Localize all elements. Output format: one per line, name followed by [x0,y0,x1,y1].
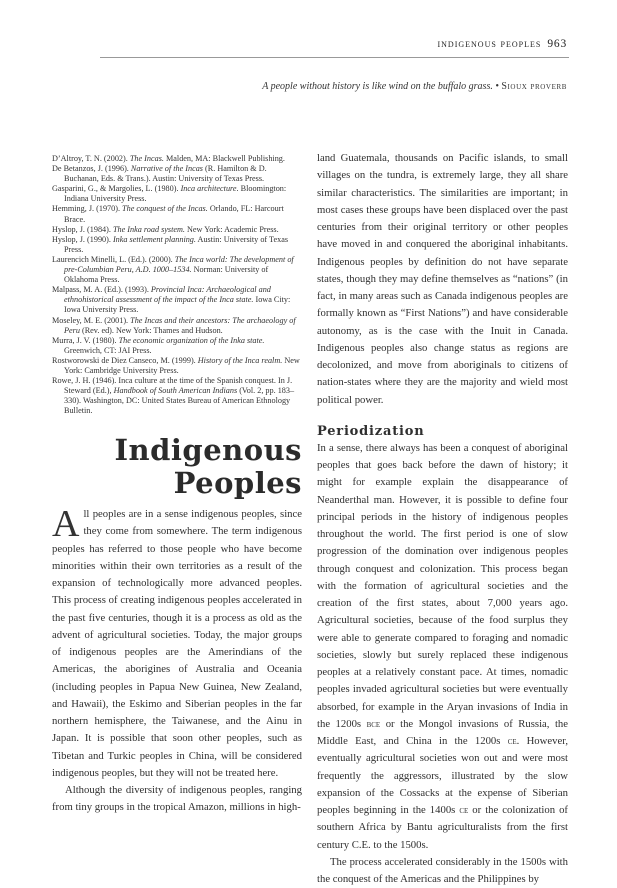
epigraph-text: A people without history is like wind on the buffalo grass. • [262,81,499,92]
references-list [52,154,302,416]
era-ce: ce [507,735,517,747]
article-title-line2: Peoples [173,466,302,500]
reference-title: Inca architecture. [180,184,239,194]
reference-title: The economic organization of the Inka state. [118,335,265,345]
article-title-line1: Indigenous [114,433,302,467]
reference-title: The Inka road system. [112,224,185,234]
reference-entry: Gasparini, G., & Margolies, L. (1980). Inca architecture. Bloomington: Indiana University Press. [52,184,287,204]
references-column [52,154,302,416]
article-body-right [317,150,568,888]
reference-entry: Rostworowski de Diez Canseco, M. (1999). History of the Inca realm. New York: Cambridge University Press. [52,355,300,375]
reference-entry: D’Altroy, T. N. (2002). The Incas. Malden, MA: Blackwell Publishing. [52,154,285,163]
reference-title: Inka settlement planning. [112,234,196,244]
reference-title: The Incas. [129,154,164,163]
article-title [52,434,302,500]
article-body-left [52,503,302,817]
reference-entry: Hemming, J. (1970). The conquest of the Incas. Orlando, FL: Harcourt Brace. [52,204,284,224]
reference-entry: De Betanzos, J. (1996). Narrative of the Incas (R. Hamilton & D. Buchanan, Eds. & Trans.). Austin: University of Texas Press. [52,164,267,184]
era-bce: bce [366,717,381,730]
header-rule [100,57,569,58]
reference-entry: Moseley, M. E. (2001). The Incas and their ancestors: The archaeology of Peru (Rev. ed). New York: Thames and Hudson. [52,315,296,335]
drop-cap: A [52,503,80,545]
reference-title: History of the Inca realm. [197,355,283,365]
reference-entry: Hyslop, J. (1990). Inka settlement planning. Austin: University of Texas Press. [52,234,289,254]
reference-entry: Murra, J. V. (1980). The economic organization of the Inka state. Greenwich, CT: JAI Press. [52,335,265,355]
page-number: 963 [547,38,567,50]
reference-entry: Malpass, M. A. (Ed.). (1993). Provincial Inca: Archaeological and ethnohistorical assessment of the impact of the Inca state. Iowa City: Iowa University Press. [52,285,291,315]
era-ce: ce [459,804,469,816]
reference-title: Narrative of the Incas [130,164,203,174]
running-title: indigenous peoples [437,38,542,50]
reference-title: The Incas and their ancestors: The archaeology of Peru [64,315,296,335]
reference-title: The Inca world: The development of pre-Columbian Peru, A.D. 1000–1534. [64,254,294,275]
section-heading-periodization: Periodization [317,423,425,439]
reference-title: Handbook of South American Indians [113,386,238,396]
epigraph-source: Sioux proverb [501,81,567,92]
reference-entry: Rowe, J. H. (1946). Inca culture at the time of the Spanish conquest. In J. Steward (Ed.), Handbook of South American Indians (Vol. 2, pp. 183–330). Washington, DC: United States Bureau of American Ethnology Bulletin. [52,376,295,416]
running-header [437,38,567,50]
paragraph-intro-text: ll peoples are in a sense indigenous peoples, since they come from somewhere. The term indigenous peoples has referred to those people who have become minorities within their own territories as a result of the expansion of technologically more advanced peoples. This process of creating indigenous peoples accelerated in the past five centuries, though it is a process as old as the advent of agricultural societies. Today, the major groups of indigenous peoples are the Amerindians of the Americas, the aborigines of Australia and Oceania (including peoples in Papua New Guinea, New Zealand, and Hawaii), the Eskimo and Siberian peoples in the far northern hemisphere, the Taiwanese, and the Ainu in Japan. It is possible that soon other peoples, such as Tibetan and Turkic peoples in China, will be considered indigenous peoples, but they will not be treated here. [52,508,302,779]
paragraph-diversity: Although the diversity of indigenous peoples, ranging from tiny groups in the tropical Amazon, millions in high- [52,784,302,814]
paragraph-periodization: In a sense, there always has been a conquest of aboriginal peoples that goes back before the dawn of history; it might for example explain the disappearance of Neanderthal man. However, it is possible to define four principal periods in the history of indigenous peoples throughout the world. The first period is one of slow progression of the domination over indigenous peoples through conquest and colonization. This process began with the formation of agricultural societies and the creation of the first states, about 7,000 years ago. Agricultural societies, because of the food surplus they were able to generate compared to foraging and nomadic societies, slowly but surely replaced these indigenous peoples at a relatively constant pace. At times, nomadic peoples invaded agricultural societies but were eventually absorbed, for example in the Aryan invasions of India in the 1200s bce or the Mongol invasions of Russia, the Middle East, and China in the 1200s ce. However, eventually agricultural societies won out and were most frequently the aggressors, illustrated by the slow expansion of the Cossacks at the expense of Siberian peoples beginning in the 1400s ce or the colonization of southern Africa by Bantu agriculturalists from the first century C.E. to the 1500s. [317,441,568,851]
reference-entry: Laurencich Minelli, L. (Ed.). (2000). The Inca world: The development of pre-Columbian Peru, A.D. 1000–1534. Norman: University of Oklahoma Press. [52,254,294,285]
epigraph [262,81,567,92]
paragraph-diversity-continued: land Guatemala, thousands on Pacific islands, to small villages on the tundra, is extremely large, they all share similar characteristics. The similarities are important; in most cases these groups have been displaced over the past centuries from their original territory or other peoples have moved in and conquered the aboriginal inhabitants. Indigenous peoples by definition do not have separate states, though they may define themselves as “nations” (in fact, in many areas such as Canada indigenous peoples are formally known as “First Nations”) and have considerable autonomy, as is the case with the Inuit in Canada. Indigenous peoples also change status as regions are decolonized, and move from aboriginals to citizens of nation-states where they are the majority and wield most political power. [317,152,568,406]
reference-title: The conquest of the Incas. [122,204,208,214]
paragraph-acceleration: The process accelerated considerably in the 1500s with the conquest of the Americas and the Philippines by [317,855,568,885]
reference-entry: Hyslop, J. (1984). The Inka road system. New York: Academic Press. [52,224,279,234]
reference-title: Provincial Inca: Archaeological and ethnohistorical assessment of the impact of the Inca state. [64,285,271,305]
paragraph-intro [52,503,302,782]
